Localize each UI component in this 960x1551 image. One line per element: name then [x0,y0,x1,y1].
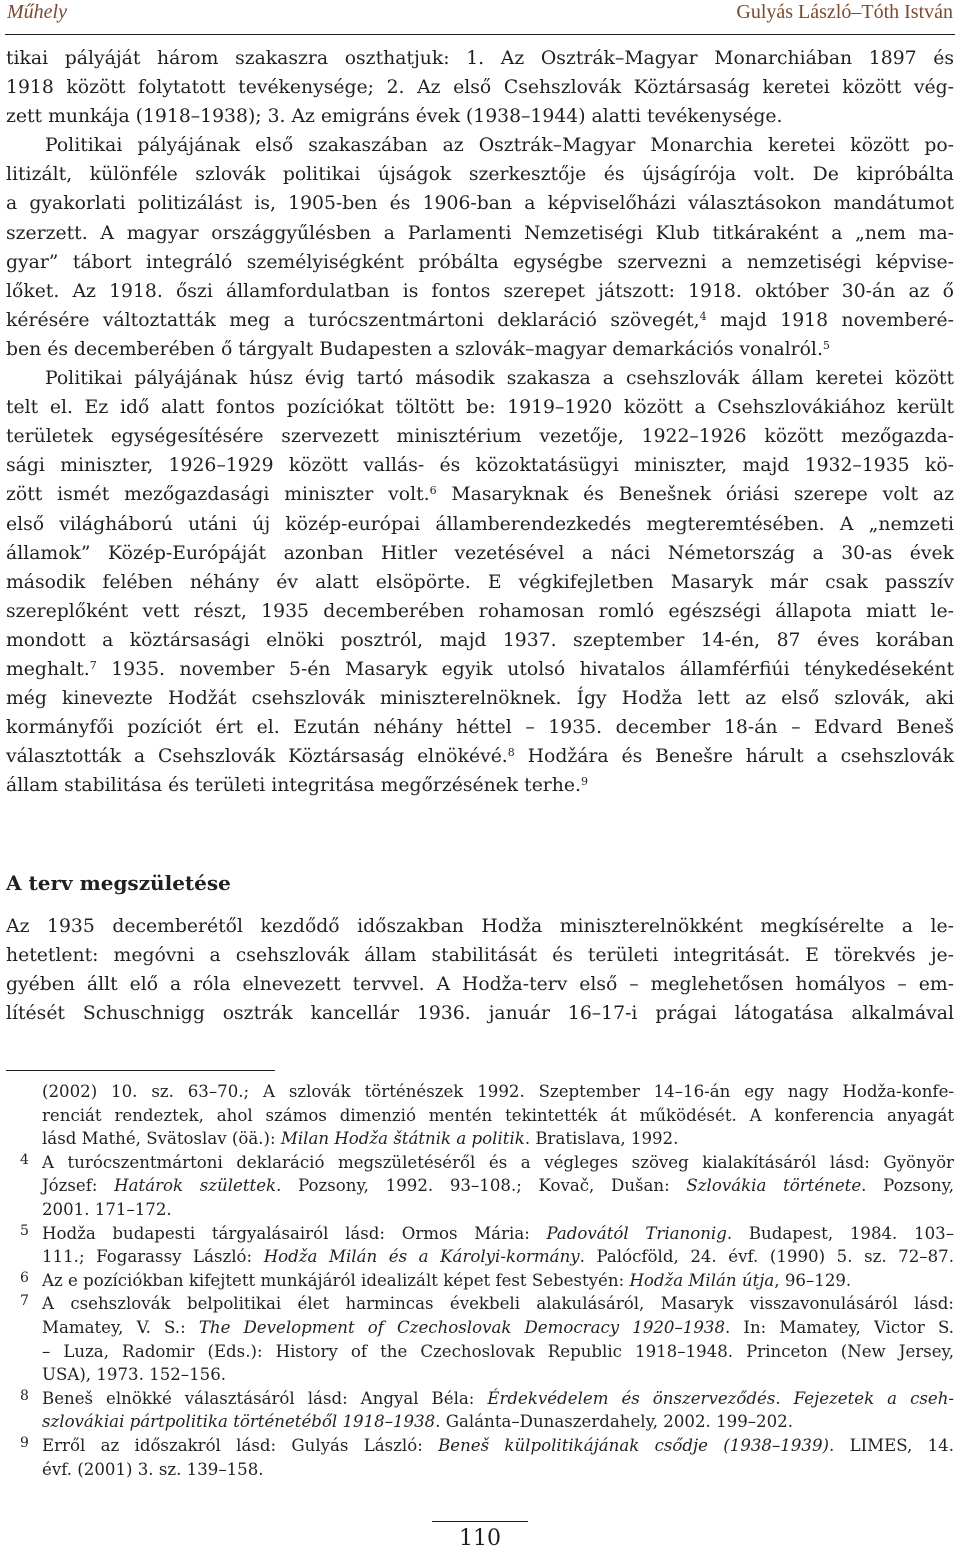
footnote-line: USA), 1973. 152–156. [42,1365,227,1385]
footnote-line: évf. (2001) 3. sz. 139–158. [42,1459,264,1479]
text-line: gyar” tábort integráló személyiségként próbálta egységbe szervezni a nemzetiségi képvise- [6,251,954,273]
text-line: állam stabilitása és területi integritása megőrzésének terhe.$^9$ [6,775,588,797]
text-line: első világháború utáni új közép-európai államberendezkedés megteremtésében. A „nemzeti [6,513,954,535]
footnote [6,1222,954,1269]
footnote [6,1434,954,1481]
text-line: litizált, különféle szlovák politikai újságok szerkesztője és újságírója volt. De kipróbálta [6,164,954,186]
footnote-line: szlovákiai pártpolitika történetéből 1918–1938. Galánta–Dunaszerdahely, 2002. 199–202. [42,1412,794,1432]
text-line: 1918 között folytatott tevékenysége; 2. Az első Csehszlovák Köztársaság keretei között vég- [6,77,954,99]
footnotes [6,1080,954,1481]
text-line: Politikai pályájának húsz évig tartó második szakasza a csehszlovák állam keretei között [45,368,954,390]
text-line: Politikai pályájának első szakaszában az Osztrák–Magyar Monarchia keretei között po- [45,135,954,157]
footnote-line: renciát rendeztek, ahol számos dimenzió mentén tekintették át működését. A konferencia anyagát [42,1105,954,1125]
text-line: lőket. Az 1918. őszi államfordulatban is fontos szerepet játszott: 1918. október 30-án az ő [6,280,954,302]
text-line: kormányfői pozíciót ért el. Ezután néhány héttel – 1935. december 18-án – Edvard Beneš [6,717,954,739]
footnote-number: 9 [20,1434,29,1451]
text-line: a gyakorlati politizálást is, 1905-ben és 1906-ban a képviselőházi választásokon mandátumot [6,193,954,215]
text-line: lítését Schuschnigg osztrák kancellár 1936. január 16–17-i prágai látogatása alkalmával [6,1003,954,1025]
text-line: Az 1935 decemberétől kezdődő időszakban Hodža miniszterelnökként megkísérelte a le- [6,916,954,937]
footnote-number: 7 [20,1293,29,1310]
text-line: szereplőként vett részt, 1935 decemberében rohamosan romló egészségi állapota miatt le- [6,600,954,622]
footnote-line: Erről az időszakról lásd: Gulyás László: Beneš külpolitikájának csődje (1938–1939). LIMES, 14. [42,1435,954,1455]
text-line: államok” Közép-Európáját azonban Hitler vezetésével a náci Németország a 30-as évek [6,542,954,564]
text-line: területek egységesítésére szervezett minisztérium vezetője, 1922–1926 között mezőgazda- [6,426,954,448]
text-line: még kinevezte Hodžát csehszlovák miniszterelnöknek. Így Hodža lett az első szlovák, aki [6,688,954,710]
footnote [6,1080,954,1151]
text-line: ben és decemberében ő tárgyalt Budapesten a szlovák–magyar demarkációs vonalról.$^5$ [6,338,830,360]
footnote-separator [6,1070,275,1071]
text-line: zött ismét mezőgazdasági miniszter volt.$^6$ Masaryknak és Benešnek óriási szerepe volt az [6,484,954,506]
text-line: második felében néhány év alatt elsöpörte. E végkifejletben Masaryk már csak passzív [6,571,954,593]
footnote-line: József: Határok születtek. Pozsony, 1992. 93–108.; Kovač, Dušan: Szlovákia története. Pozsony, [42,1176,954,1196]
footnote-line: Hodža budapesti tárgyalásairól lásd: Ormos Mária: Padovától Trianonig. Budapest, 1984. 103– [42,1223,954,1243]
text-line: telt el. Ez idő alatt fontos pozíciókat töltött be: 1919–1920 között a Csehszlovákiához került [6,397,954,419]
footnote-line: 111.; Fogarassy László: Hodža Milán és a Károlyi-kormány. Palócföld, 24. évf. (1990) 5. sz. 72–87. [42,1247,954,1267]
footnote-number: 6 [20,1269,29,1286]
footnote-number: 4 [20,1151,29,1168]
page-number: 110 [459,1526,501,1551]
main-text [6,44,954,800]
section-heading: A terv megszületése [6,871,231,895]
footnote [6,1151,954,1222]
text-line: zett munkája (1918–1938); 3. Az emigráns évek (1938–1944) alatti tevékenysége. [6,106,783,128]
article-authors: Gulyás László–Tóth István [736,1,953,23]
text-line: mondott a köztársasági elnöki posztról, majd 1937. szeptember 14-én, 87 éves korában [6,629,954,651]
footnote [6,1387,954,1434]
footnote-line: – Luza, Radomir (Eds.): History of the Czechoslovak Republic 1918–1948. Princeton (New Jersey, [42,1341,954,1361]
page-number-rule [432,1521,528,1522]
footnote-line: 2001. 171–172. [42,1199,172,1219]
footnote [6,1292,954,1386]
footnote-line: Mamatey, V. S.: The Development of Czechoslovak Democracy 1920–1938. In: Mamatey, Victor S. [42,1317,954,1337]
footnote-number: 8 [20,1387,29,1404]
text-line: választották a Csehszlovák Köztársaság elnökévé.$^8$ Hodžára és Benešre hárult a csehszlovák [6,746,954,768]
footnote [6,1269,954,1293]
footnote-number: 5 [20,1222,29,1239]
text-line: tikai pályáját három szakaszra oszthatjuk: 1. Az Osztrák–Magyar Monarchiában 1897 és [6,48,954,69]
running-header [5,0,955,35]
journal-section-title: Műhely [7,1,67,23]
text-line: hetetlent: megóvni a csehszlovák állam stabilitását és területi integritását. E törekvés je- [6,945,954,967]
text-line: gyében állt elő a róla elnevezett tervvel. A Hodža-terv első – meglehetősen homályos – em- [6,974,954,996]
footnote-line: A csehszlovák belpolitikai élet harmincas évekbeli alakulásáról, Masaryk visszavonulásáról lásd: [42,1294,954,1314]
footnote-line: A turócszentmártoni deklaráció megszületéséről és a végleges szöveg kialakításáról lásd: Gyönyör [42,1152,954,1172]
text-line: meghalt.$^7$ 1935. november 5-én Masaryk egyik utolsó hivatalos államférfiúi ténykedéseként [6,658,954,680]
text-line: sági miniszter, 1926–1929 között vallás- és közoktatásügyi miniszter, majd 1932–1935 kö- [6,455,954,477]
footnote-line: lásd Mathé, Svätoslav (öä.): Milan Hodža štátnik a politik. Bratislava, 1992. [42,1129,679,1149]
footnote-line: Az e pozíciókban kifejtett munkájáról idealizált képet fest Sebestyén: Hodža Milán útja, 96–129. [42,1270,852,1290]
footnote-line: (2002) 10. sz. 63–70.; A szlovák történészek 1992. Szeptember 14–16-án egy nagy Hodža-konfe- [42,1082,954,1101]
text-line: kérésére változtatták meg a turócszentmártoni deklaráció szövegét,$^4$ majd 1918 novemberé- [6,309,954,331]
text-line: szerzett. A magyar országgyűlésben a Parlamenti Nemzetiségi Klub titkáraként a „nem ma- [6,222,954,244]
section-text [6,912,954,1028]
footnote-line: Beneš elnökké választásáról lásd: Angyal Béla: Érdekvédelem és önszerveződés. Fejezetek a cseh- [42,1388,954,1408]
